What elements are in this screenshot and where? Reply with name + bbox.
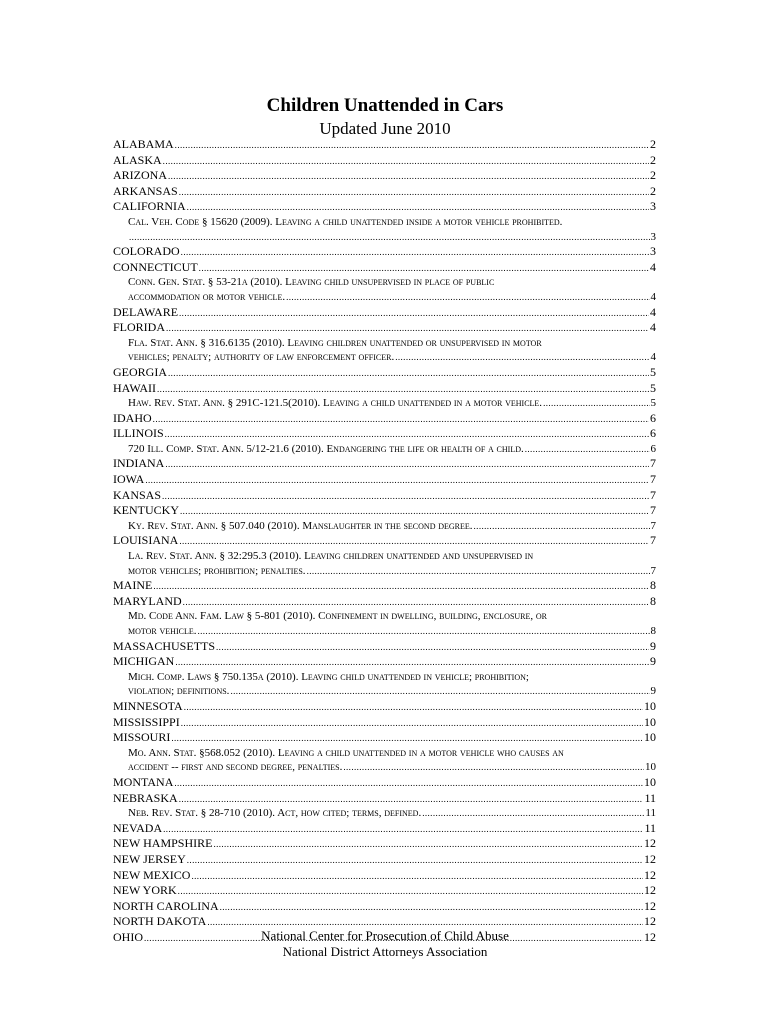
toc-label: ILLINOIS xyxy=(113,426,164,441)
dot-leader xyxy=(175,654,649,670)
dot-leader xyxy=(165,456,649,472)
dot-leader xyxy=(216,639,649,655)
dot-leader xyxy=(153,578,649,594)
toc-label: Haw. Rev. Stat. Ann. § 291C-121.5(2010). Leaving a child unattended in a motor vehicle. xyxy=(128,397,543,410)
toc-state-entry[interactable] xyxy=(113,791,656,807)
toc-state-entry[interactable] xyxy=(113,184,656,200)
toc-page-number: 7 xyxy=(650,519,656,532)
toc-page-number: 10 xyxy=(644,774,656,789)
toc-label: accident -- first and second degree, penalties. xyxy=(128,761,343,774)
toc-state-entry[interactable] xyxy=(113,488,656,504)
dot-leader xyxy=(286,290,649,305)
toc-statute-entry[interactable] xyxy=(113,624,656,639)
toc-page-number: 5 xyxy=(650,380,656,395)
toc-state-entry[interactable] xyxy=(113,715,656,731)
toc-statute-entry[interactable] xyxy=(113,442,656,457)
toc-label: KANSAS xyxy=(113,487,162,502)
toc-statute-entry[interactable] xyxy=(113,760,656,775)
toc-label: violation; definitions. xyxy=(128,685,230,698)
toc-label: 720 Ill. Comp. Stat. Ann. 5/12-21.6 (2010). Endangering the life or health of a child. xyxy=(128,442,524,455)
toc-label: NEBRASKA xyxy=(113,790,178,805)
dot-leader xyxy=(166,320,649,336)
toc-state-entry[interactable] xyxy=(113,836,656,852)
toc-state-entry[interactable] xyxy=(113,244,656,260)
dot-leader xyxy=(175,137,649,153)
toc-state-entry[interactable] xyxy=(113,472,656,488)
toc-label: NORTH DAKOTA xyxy=(113,914,207,929)
toc-entry-text: La. Rev. Stat. Ann. § 32:295.3 (2010). Leaving children unattended and unsupervised in xyxy=(128,550,534,563)
toc-state-entry[interactable] xyxy=(113,426,656,442)
toc-page-number: 12 xyxy=(644,867,656,882)
dot-leader xyxy=(162,488,649,504)
toc-label: CONNECTICUT xyxy=(113,259,198,274)
toc-page-number: 5 xyxy=(650,397,656,410)
toc-label: MARYLAND xyxy=(113,593,182,608)
toc-label: KENTUCKY xyxy=(113,503,179,518)
toc-label: OHIO xyxy=(113,929,143,944)
footer-line-2: National District Attorneys Association xyxy=(282,944,488,959)
toc-entry-text: Mich. Comp. Laws § 750.135a (2010). Leaving child unattended in vehicle; prohibition; xyxy=(128,670,529,683)
toc-statute-entry[interactable] xyxy=(113,519,656,534)
dot-leader xyxy=(168,365,649,381)
toc-label: MASSACHUSETTS xyxy=(113,638,216,653)
dot-leader xyxy=(213,836,643,852)
toc-state-entry[interactable] xyxy=(113,365,656,381)
toc-state-entry[interactable] xyxy=(113,821,656,837)
toc-label: GEORGIA xyxy=(113,364,167,379)
dot-leader xyxy=(179,184,649,200)
toc-page-number: 6 xyxy=(650,442,656,455)
dot-leader xyxy=(157,381,649,397)
toc-statute-entry[interactable] xyxy=(113,564,656,579)
toc-label: NEVADA xyxy=(113,820,163,835)
toc-label: HAWAII xyxy=(113,380,157,395)
toc-page-number: 3 xyxy=(650,230,656,243)
dot-leader xyxy=(184,699,643,715)
toc-statute-entry[interactable] xyxy=(113,290,656,305)
toc-label: ALASKA xyxy=(113,152,162,167)
toc-page-number: 3 xyxy=(650,244,656,259)
dot-leader xyxy=(395,350,649,365)
dot-leader xyxy=(474,519,650,534)
toc-state-entry[interactable] xyxy=(113,533,656,549)
toc-page-number: 2 xyxy=(650,183,656,198)
dot-leader xyxy=(199,260,649,276)
dot-leader xyxy=(343,760,644,775)
table-of-contents xyxy=(113,137,656,945)
toc-label: DELAWARE xyxy=(113,304,179,319)
toc-statute-entry[interactable] xyxy=(113,350,656,365)
toc-state-entry[interactable] xyxy=(113,639,656,655)
document-subtitle: Updated June 2010 xyxy=(319,119,451,138)
toc-label: ARKANSAS xyxy=(113,183,178,198)
toc-page-number: 7 xyxy=(650,487,656,502)
toc-state-entry[interactable] xyxy=(113,594,656,610)
toc-entry-text: Cal. Veh. Code § 15620 (2009). Leaving a child unattended inside a motor vehicle prohibited. xyxy=(128,215,563,228)
dot-leader xyxy=(168,168,649,184)
toc-state-entry[interactable] xyxy=(113,411,656,427)
toc-state-entry[interactable] xyxy=(113,899,656,915)
toc-label: Ky. Rev. Stat. Ann. § 507.040 (2010). Manslaughter in the second degree. xyxy=(128,519,473,532)
toc-state-entry[interactable] xyxy=(113,137,656,153)
toc-state-entry[interactable] xyxy=(113,168,656,184)
dot-leader xyxy=(183,594,649,610)
toc-page-number: 4 xyxy=(650,351,656,364)
toc-page-number: 12 xyxy=(644,898,656,913)
dot-leader xyxy=(171,730,643,746)
toc-label: MAINE xyxy=(113,578,153,593)
toc-page-number: 2 xyxy=(650,137,656,151)
toc-page-number: 8 xyxy=(650,593,656,608)
toc-page-number: 10 xyxy=(645,761,656,774)
toc-state-entry[interactable] xyxy=(113,699,656,715)
toc-page-number: 12 xyxy=(644,914,656,929)
toc-label: IDAHO xyxy=(113,410,152,425)
toc-page-number: 9 xyxy=(650,638,656,653)
toc-state-entry[interactable] xyxy=(113,578,656,594)
toc-entry-text: Conn. Gen. Stat. § 53-21a (2010). Leaving child unsupervised in place of public xyxy=(128,276,495,289)
toc-page-number: 9 xyxy=(650,654,656,669)
toc-label: motor vehicles; prohibition; penalties. xyxy=(128,564,306,577)
toc-page-number: 12 xyxy=(644,851,656,866)
toc-page-number: 5 xyxy=(650,364,656,379)
toc-label: NORTH CAROLINA xyxy=(113,898,219,913)
toc-state-entry[interactable] xyxy=(113,381,656,397)
toc-page-number: 4 xyxy=(650,320,656,335)
dot-leader xyxy=(220,899,643,915)
dot-leader xyxy=(525,442,650,457)
toc-page-number: 4 xyxy=(650,290,656,303)
toc-label: Neb. Rev. Stat. § 28-710 (2010). Act, how cited; terms, defined. xyxy=(128,807,422,820)
toc-entry-text: Fla. Stat. Ann. § 316.6135 (2010). Leaving children unattended or unsupervised in motor xyxy=(128,336,542,349)
dot-leader xyxy=(543,396,649,411)
toc-statute-entry[interactable] xyxy=(113,230,656,245)
dot-leader xyxy=(422,806,644,821)
toc-label: MONTANA xyxy=(113,774,174,789)
toc-state-entry[interactable] xyxy=(113,775,656,791)
toc-page-number: 6 xyxy=(650,426,656,441)
toc-state-entry[interactable] xyxy=(113,868,656,884)
dot-leader xyxy=(153,411,649,427)
toc-label: MINNESOTA xyxy=(113,698,183,713)
toc-label: FLORIDA xyxy=(113,320,166,335)
toc-page-number: 7 xyxy=(650,472,656,487)
toc-entry-text: Md. Code Ann. Fam. Law § 5-801 (2010). Confinement in dwelling, building, enclosure, or xyxy=(128,610,548,623)
dot-leader xyxy=(230,684,649,699)
toc-label: vehicles; penalty; authority of law enforcement officer. xyxy=(128,351,395,364)
toc-page-number: 4 xyxy=(650,304,656,319)
toc-statute-entry[interactable] xyxy=(113,806,656,821)
footer-line-1: National Center for Prosecution of Child Abuse xyxy=(261,928,509,943)
toc-state-entry[interactable] xyxy=(113,456,656,472)
toc-page-number: 12 xyxy=(644,883,656,898)
toc-state-entry[interactable] xyxy=(113,654,656,670)
toc-page-number: 11 xyxy=(645,807,656,820)
dot-leader xyxy=(179,791,644,807)
footer xyxy=(0,928,770,960)
toc-state-entry[interactable] xyxy=(113,320,656,336)
toc-label: NEW HAMPSHIRE xyxy=(113,836,213,851)
toc-label: COLORADO xyxy=(113,244,180,259)
toc-page-number: 2 xyxy=(650,168,656,183)
toc-page-number: 3 xyxy=(650,199,656,214)
toc-page-number: 2 xyxy=(650,152,656,167)
toc-entry-text: Mo. Ann. Stat. §568.052 (2010). Leaving a child unattended in a motor vehicle who causes an xyxy=(128,746,564,759)
dot-leader xyxy=(165,426,649,442)
toc-page-number: 7 xyxy=(650,564,656,577)
dot-leader xyxy=(181,715,643,731)
toc-state-entry[interactable] xyxy=(113,883,656,899)
toc-statute-entry[interactable] xyxy=(113,396,656,411)
toc-page-number: 9 xyxy=(650,685,656,698)
toc-state-entry[interactable] xyxy=(113,503,656,519)
toc-page-number: 12 xyxy=(644,929,656,944)
toc-label: MICHIGAN xyxy=(113,654,175,669)
toc-state-entry[interactable] xyxy=(113,199,656,215)
dot-leader xyxy=(180,503,649,519)
dot-leader xyxy=(174,775,643,791)
toc-state-entry[interactable] xyxy=(113,305,656,321)
toc-state-entry[interactable] xyxy=(113,153,656,169)
toc-page-number: 10 xyxy=(644,730,656,745)
toc-label: INDIANA xyxy=(113,456,165,471)
toc-label: MISSISSIPPI xyxy=(113,714,180,729)
toc-page-number: 7 xyxy=(650,503,656,518)
toc-label: ALABAMA xyxy=(113,137,174,151)
toc-state-entry[interactable] xyxy=(113,852,656,868)
dot-leader xyxy=(163,821,643,837)
dot-leader xyxy=(163,153,649,169)
toc-label: accommodation or motor vehicle. xyxy=(128,290,286,303)
toc-label: NEW YORK xyxy=(113,883,177,898)
toc-page-number: 8 xyxy=(650,625,656,637)
toc-label: CALIFORNIA xyxy=(113,199,186,214)
toc-page-number: 11 xyxy=(644,790,656,805)
toc-page-number: 10 xyxy=(644,698,656,713)
toc-page-number: 7 xyxy=(650,456,656,471)
toc-label: IOWA xyxy=(113,472,145,487)
toc-page-number: 10 xyxy=(644,714,656,729)
dot-leader xyxy=(129,230,650,245)
toc-label: MISSOURI xyxy=(113,730,171,745)
toc-page-number: 8 xyxy=(650,578,656,593)
toc-page-number: 6 xyxy=(650,410,656,425)
toc-page-number: 7 xyxy=(650,533,656,548)
toc-page-number: 4 xyxy=(650,259,656,274)
dot-leader xyxy=(187,852,643,868)
dot-leader xyxy=(179,305,649,321)
dot-leader xyxy=(191,868,643,884)
toc-statute-entry[interactable] xyxy=(113,684,656,699)
toc-label: ARIZONA xyxy=(113,168,167,183)
document-title: Children Unattended in Cars xyxy=(266,95,504,116)
dot-leader xyxy=(145,472,649,488)
toc-state-entry[interactable] xyxy=(113,730,656,746)
toc-page-number: 11 xyxy=(644,820,656,835)
toc-label: NEW JERSEY xyxy=(113,851,186,866)
toc-page-number: 12 xyxy=(644,836,656,851)
toc-label: NEW MEXICO xyxy=(113,867,191,882)
dot-leader xyxy=(179,533,649,549)
dot-leader xyxy=(197,624,649,639)
dot-leader xyxy=(187,199,649,215)
dot-leader xyxy=(181,244,649,260)
dot-leader xyxy=(178,883,643,899)
toc-state-entry[interactable] xyxy=(113,260,656,276)
toc-label: LOUISIANA xyxy=(113,533,179,548)
dot-leader xyxy=(307,564,650,579)
toc-label: motor vehicle. xyxy=(128,625,197,637)
